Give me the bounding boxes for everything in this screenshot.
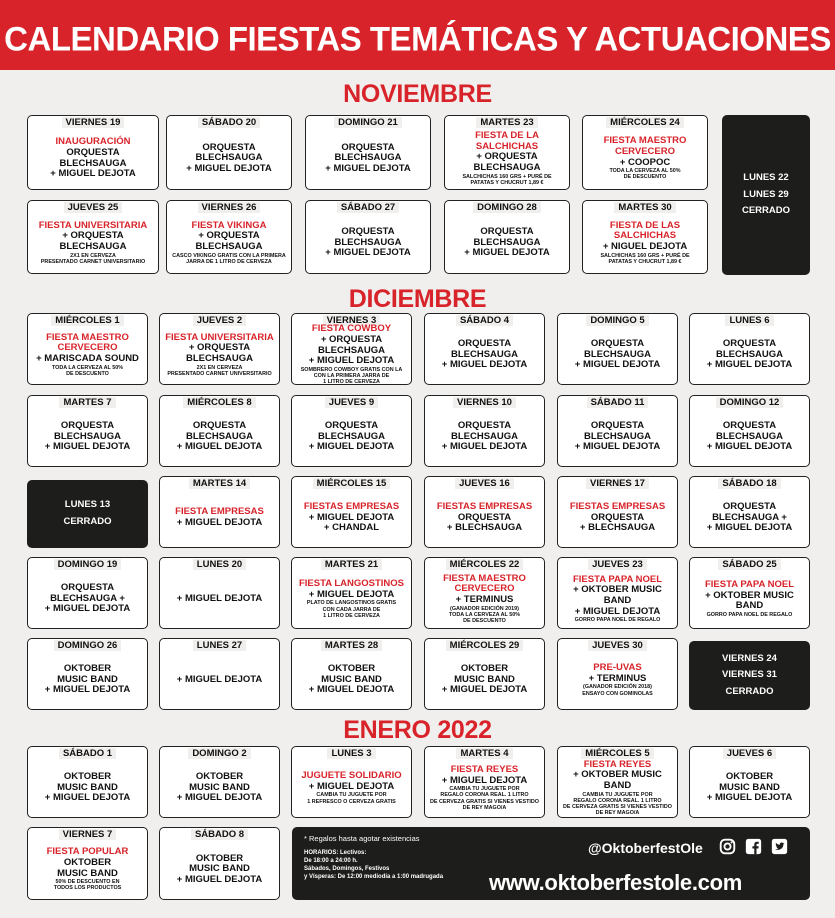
day-label: DOMINGO 21 (334, 117, 402, 128)
performer-line: + MIGUEL DEJOTA (464, 247, 550, 259)
day-card (291, 476, 412, 548)
performer-line: ORQUESTA (722, 501, 777, 513)
day-card (582, 115, 708, 190)
performer-line: BLECHSAUGA (195, 241, 263, 253)
closed-line: VIERNES 24 (722, 652, 777, 664)
day-card (689, 557, 810, 629)
closed-line: LUNES 13 (64, 499, 111, 511)
day-card (27, 746, 148, 818)
performer-line: + MIGUEL DEJOTA (441, 684, 528, 696)
day-card (166, 115, 292, 190)
promo-note: PRESENTADO CARNET UNIVERSITARIO (167, 370, 272, 377)
day-card (424, 313, 545, 385)
performer-line: ORQUESTA (202, 141, 256, 153)
performer-line: + MIGUEL DEJOTA (574, 359, 661, 371)
event-name: FIESTA PAPA NOEL (572, 573, 663, 585)
performer-line: ORQUESTA (722, 338, 777, 350)
closed-card (27, 480, 148, 548)
performer-line: + MIGUEL DEJOTA (325, 247, 411, 259)
day-card (159, 395, 280, 467)
performer-line: BLECHSAUGA (583, 348, 652, 360)
promo-note: DE DESCUENTO (623, 174, 667, 181)
performer-line: ORQUESTA (192, 420, 247, 432)
day-card (27, 395, 148, 467)
performer-line: + MIGUEL DEJOTA (574, 605, 661, 617)
closed-card (722, 115, 810, 275)
day-label: VIERNES 26 (198, 202, 261, 213)
performer-line: + OKTOBER MUSIC BAND (573, 584, 662, 606)
day-card (444, 115, 570, 190)
performer-line: + MIGUEL DEJOTA (308, 511, 395, 523)
day-card (27, 557, 148, 629)
closed-line: CERRADO (741, 205, 791, 217)
hours-line: Sábados, Domingos, Festivos (304, 866, 390, 873)
performer-line: + OKTOBER MUSIC BAND (705, 589, 794, 612)
day-label: MIÉRCOLES 22 (446, 559, 524, 570)
day-card (557, 746, 678, 818)
performer-line: + MIGUEL DEJOTA (50, 168, 136, 180)
promo-note: CAMBIA TU JUGUETE POR (449, 786, 520, 793)
performer-line: BLECHSAUGA (473, 236, 541, 248)
event-name: FIESTA DE LA (475, 130, 539, 142)
performer-line: MUSIC BAND (57, 781, 118, 793)
performer-line: OKTOBER (195, 771, 244, 783)
twitter-icon[interactable] (771, 838, 788, 855)
day-label: DOMINGO 28 (473, 202, 541, 213)
performer-line: BLECHSAUGA (53, 430, 122, 442)
day-card (166, 200, 292, 274)
day-card (27, 638, 148, 710)
day-label: MIÉRCOLES 1 (51, 315, 123, 326)
event-name: SALCHICHAS (475, 140, 539, 152)
promo-note: ENSAYO CON GOMINOLAS (582, 690, 653, 697)
event-name: JUGUETE SOLIDARIO (301, 770, 402, 782)
promo-note: CAMBIA TU JUGUETE POR (582, 791, 653, 798)
promo-note: PATATAS Y CHUCRUT 1,89 € (608, 258, 682, 265)
day-label: SÁBADO 4 (456, 315, 513, 326)
performer-line: ORQUESTA (457, 420, 512, 432)
performer-line: BLECHSAUGA + (50, 592, 125, 604)
performer-line: MUSIC BAND (321, 673, 382, 685)
day-card (689, 313, 810, 385)
performer-line: BLECHSAUGA + (712, 511, 787, 523)
performer-line: + MIGUEL DEJOTA (574, 441, 661, 453)
performer-line: MUSIC BAND (719, 781, 780, 793)
promo-note: REGALO CORONA REAL. 1 LITRO (573, 797, 662, 804)
event-name: FIESTA REYES (450, 763, 519, 775)
promo-note: DE CERVEZA GRATIS SI VIENES VESTIDO (430, 798, 539, 805)
day-label: SÁBADO 8 (191, 829, 248, 840)
day-label: MIÉRCOLES 8 (183, 397, 255, 408)
performer-line: OKTOBER (460, 663, 509, 675)
event-name: FIESTA PAPA NOEL (704, 578, 795, 590)
performer-line: OKTOBER (327, 663, 376, 675)
closed-line: LUNES 22 (743, 172, 789, 184)
day-label: DOMINGO 2 (188, 748, 250, 759)
day-label: VIERNES 19 (62, 117, 125, 128)
promo-note: TODA LA CERVEZA AL 50% (448, 611, 521, 618)
day-card (424, 638, 545, 710)
promo-note: GORRO PAPA NOEL DE REGALO (574, 617, 661, 624)
promo-note: 1 LITRO DE CERVEZA (323, 379, 380, 385)
event-name: FIESTA MAESTRO (443, 572, 526, 584)
promo-note: CON LA PRIMERA JARRA DE (313, 373, 390, 380)
day-card (159, 557, 280, 629)
performer-line: + MIGUEL DEJOTA (441, 441, 528, 453)
performer-line: MUSIC BAND (57, 867, 118, 879)
performer-line: BLECHSAUGA (450, 348, 519, 360)
performer-line: ORQUESTA (457, 511, 512, 523)
promo-note: TODOS LOS PRODUCTOS (53, 885, 122, 892)
promo-note: 1 LITRO DE CERVEZA (323, 612, 380, 619)
performer-line: + MIGUEL DEJOTA (176, 441, 263, 453)
promo-note: CAMBIA TU JUGUETE POR (316, 792, 387, 799)
day-label: MARTES 4 (456, 748, 512, 759)
performer-line: ORQUESTA (324, 420, 379, 432)
event-name: PRE-UVAS (593, 662, 642, 674)
performer-line: BLECHSAUGA (450, 430, 519, 442)
performer-line: + BLECHSAUGA (579, 522, 656, 534)
performer-line: ORQUESTA (590, 338, 645, 350)
day-label: DOMINGO 12 (716, 397, 784, 408)
performer-line: + MIGUEL DEJOTA (44, 441, 131, 453)
performer-line: + ORQUESTA BLECHSAUGA (317, 334, 386, 356)
event-name: FIESTA UNIVERSITARIA (165, 331, 274, 343)
performer-line: + COOPOC (619, 156, 671, 168)
day-card (305, 115, 431, 190)
day-label: JUEVES 9 (325, 397, 378, 408)
event-name: FIESTA REYES (583, 758, 652, 770)
day-label: VIERNES 17 (586, 478, 649, 489)
day-card (689, 746, 810, 818)
month-diciembre: DICIEMBRE (348, 285, 487, 313)
day-label: JUEVES 16 (455, 478, 514, 489)
performer-line: + MIGUEL DEJOTA (706, 441, 793, 453)
promo-note: DE REY MAGO/A (462, 804, 507, 811)
performer-line: BLECHSAUGA (185, 430, 254, 442)
day-label: JUEVES 6 (723, 748, 776, 759)
promo-note: TODA LA CERVEZA AL 50% (609, 168, 681, 175)
promo-note: SALCHICHAS 160 GRS + PURÉ DE (462, 173, 552, 180)
performer-line: BLECHSAUGA (59, 241, 127, 253)
performer-line: BLECHSAUGA (195, 152, 263, 164)
promo-note: DE DESCUENTO (463, 618, 506, 625)
performer-line: BLECHSAUGA (59, 157, 127, 169)
day-card (305, 200, 431, 274)
promo-note: REGALO CORONA REAL. 1 LITRO (440, 792, 529, 799)
promo-note: 50% DE DESCUENTO EN (55, 879, 120, 886)
performer-line: + MIGUEL DEJOTA (176, 792, 263, 804)
promo-note: TODA LA CERVEZA AL 50% (51, 364, 124, 371)
day-card (689, 476, 810, 548)
performer-line: + MIGUEL DEJOTA (706, 792, 793, 804)
footer-info (292, 827, 810, 900)
day-card (689, 395, 810, 467)
day-card (159, 827, 280, 900)
performer-line: OKTOBER (63, 856, 112, 868)
promo-note: SALCHICHAS 160 GRS + PURÉ DE (600, 252, 690, 259)
day-label: JUEVES 30 (588, 640, 647, 651)
performer-line: + OKTOBER MUSIC BAND (573, 769, 662, 791)
performer-line: + MIGUEL DEJOTA (441, 774, 528, 786)
day-label: MIÉRCOLES 5 (581, 748, 653, 759)
performer-line: + MIGUEL DEJOTA (706, 359, 793, 371)
day-card (291, 638, 412, 710)
performer-line: BLECHSAUGA (715, 430, 784, 442)
day-label: SÁBADO 11 (587, 397, 649, 408)
performer-line: + MIGUEL DEJOTA (325, 162, 411, 174)
hours-line: HORARIOS: Lectivos: (304, 850, 367, 856)
performer-line: + MIGUEL DEJOTA (441, 359, 528, 371)
performer-line: ORQUESTA (457, 338, 512, 350)
instagram-icon[interactable] (719, 838, 736, 855)
day-label: LUNES 20 (193, 559, 246, 570)
event-name: CERVECERO (454, 583, 515, 595)
footer-note: * Regalos hasta agotar existencias (304, 834, 420, 843)
performer-line: BLECHSAUGA (334, 236, 402, 248)
day-card (582, 200, 708, 274)
promo-note: PLATO DE LANGOSTINOS GRATIS (306, 600, 397, 607)
performer-line: BLECHSAUGA (334, 152, 402, 164)
day-card (557, 557, 678, 629)
performer-line: + NIGUEL DEJOTA (602, 241, 688, 253)
event-name: CERVECERO (614, 145, 675, 157)
performer-line: + MIGUEL DEJOTA (308, 441, 395, 453)
day-label: VIERNES 7 (59, 829, 117, 840)
closed-card (689, 641, 810, 710)
day-card (291, 313, 412, 385)
performer-line: ORQUESTA (66, 146, 120, 158)
day-card (444, 200, 570, 274)
event-name: FIESTA DE LAS (609, 219, 681, 231)
performer-line: + MIGUEL DEJOTA (308, 588, 395, 600)
performer-line: MUSIC BAND (189, 863, 250, 875)
performer-line: ORQUESTA (590, 511, 645, 523)
performer-line: + MIGUEL DEJOTA (186, 162, 272, 174)
hours-line: De 18:00 a 24:00 h. (304, 858, 358, 865)
promo-note: CASCO VIKINGO GRATIS CON LA PRIMERA (172, 252, 286, 259)
day-label: SÁBADO 25 (718, 559, 780, 570)
performer-line: ORQUESTA (480, 226, 534, 238)
month-enero: ENERO 2022 (343, 716, 492, 744)
promo-note: CON CADA JARRA DE (322, 606, 381, 613)
performer-line: + MIGUEL DEJOTA (176, 873, 263, 885)
performer-line: OKTOBER (63, 771, 112, 783)
performer-line: + MIGUEL DEJOTA (176, 517, 263, 528)
performer-line: + MIGUEL DEJOTA (176, 673, 263, 685)
day-card (424, 557, 545, 629)
day-label: MIÉRCOLES 29 (446, 640, 524, 651)
event-name: FIESTA COWBOY (311, 323, 392, 335)
performer-line: + ORQUESTA (198, 230, 260, 242)
event-name: FIESTA MAESTRO (46, 331, 129, 343)
day-card (291, 395, 412, 467)
day-card (557, 313, 678, 385)
closed-line: LUNES 29 (743, 188, 789, 200)
day-card (291, 557, 412, 629)
opening-hours (304, 849, 443, 881)
social-handle[interactable]: @OktoberfestOle (588, 840, 703, 856)
day-card (27, 200, 159, 274)
event-name: FIESTA LANGOSTINOS (298, 578, 405, 590)
performer-line: + ORQUESTA (188, 342, 251, 354)
event-name: FIESTA POPULAR (46, 846, 129, 858)
performer-line: + MIGUEL DEJOTA (176, 592, 263, 604)
day-label: MIÉRCOLES 15 (313, 478, 391, 489)
performer-line: + MIGUEL DEJOTA (44, 603, 131, 615)
day-label: MIÉRCOLES 24 (606, 117, 684, 128)
event-name: FIESTA VIKINGA (191, 219, 267, 231)
day-card (291, 746, 412, 818)
website-link[interactable]: www.oktoberfestole.com (489, 870, 742, 895)
day-card (27, 115, 159, 190)
performer-line: + ORQUESTA (476, 151, 538, 163)
performer-line: BLECHSAUGA (185, 353, 254, 365)
performer-line: + CHANDAL (323, 522, 380, 534)
day-label: LUNES 27 (193, 640, 246, 651)
hours-line: y Vísperas: De 12:00 mediodía a 1:00 madrugada (304, 874, 444, 881)
promo-note: GORRO PAPA NOEL DE REGALO (706, 611, 793, 618)
day-label: DOMINGO 19 (54, 559, 122, 570)
event-name: FIESTAS EMPRESAS (569, 501, 666, 513)
performer-line: + MIGUEL DEJOTA (706, 522, 793, 534)
performer-line: + TERMINUS (588, 672, 647, 684)
performer-line: + MIGUEL DEJOTA (44, 684, 131, 696)
promo-note: (GANADOR EDICIÓN 2019) (450, 605, 519, 612)
closed-line: CERRADO (725, 685, 774, 697)
performer-line: + MIGUEL DEJOTA (44, 792, 131, 804)
day-label: JUEVES 2 (193, 315, 246, 326)
day-label: JUEVES 23 (588, 559, 647, 570)
day-label: MARTES 28 (321, 640, 382, 651)
closed-line: CERRADO (63, 516, 112, 527)
promo-note: PRESENTADO CARNET UNIVERSITARIO (40, 258, 146, 265)
day-label: LUNES 3 (327, 748, 375, 759)
event-name: FIESTA UNIVERSITARIA (38, 219, 148, 231)
day-card (557, 476, 678, 548)
performer-line: ORQUESTA (341, 226, 395, 238)
performer-line: ORQUESTA (60, 582, 115, 594)
day-card (424, 395, 545, 467)
promo-note: 1 REFRESCO O CERVEZA GRATIS (307, 798, 396, 805)
day-label: VIERNES 10 (453, 397, 516, 408)
event-name: CERVECERO (57, 342, 118, 354)
promo-note: JARRA DE 1 LITRO DE CERVEZA (186, 258, 272, 265)
promo-note: 2X1 EN CERVEZA (70, 252, 116, 259)
event-name: FIESTA EMPRESAS (175, 506, 264, 518)
day-label: MARTES 23 (476, 117, 537, 128)
day-label: MARTES 21 (321, 559, 382, 570)
day-label: JUEVES 25 (64, 202, 123, 213)
day-label: MARTES 14 (189, 478, 250, 489)
day-card (557, 395, 678, 467)
performer-line: + MIGUEL DEJOTA (308, 780, 395, 792)
performer-line: ORQUESTA (60, 420, 115, 432)
performer-line: MUSIC BAND (454, 673, 515, 685)
day-label: DOMINGO 5 (586, 315, 648, 326)
performer-line: + MIGUEL DEJOTA (308, 355, 395, 367)
day-card (159, 638, 280, 710)
performer-line: OKTOBER (195, 852, 244, 864)
performer-line: MUSIC BAND (189, 781, 250, 793)
event-name: FIESTAS EMPRESAS (303, 501, 400, 513)
day-label: DOMINGO 26 (54, 640, 122, 651)
day-label: VIERNES 3 (323, 315, 381, 326)
event-name: SALCHICHAS (613, 230, 677, 242)
event-name: FIESTAS EMPRESAS (436, 501, 533, 513)
performer-line: ORQUESTA (341, 141, 395, 153)
promo-note: DE REY MAGO/A (595, 810, 640, 817)
day-card (424, 746, 545, 818)
performer-line: BLECHSAUGA (317, 430, 386, 442)
day-card (424, 476, 545, 548)
page-title: CALENDARIO FIESTAS TEMÁTICAS Y ACTUACIONES (4, 19, 831, 58)
performer-line: + TERMINUS (455, 594, 514, 605)
day-label: LUNES 6 (725, 315, 773, 326)
performer-line: BLECHSAUGA (473, 161, 541, 173)
day-card (159, 476, 280, 548)
performer-line: ORQUESTA (590, 420, 645, 432)
promo-note: PATATAS Y CHUCRUT 1,89 € (470, 179, 544, 186)
promo-note: SOMBRERO COWBOY GRATIS CON LA (300, 366, 403, 373)
performer-line: OKTOBER (725, 771, 774, 783)
performer-line: OKTOBER (63, 663, 112, 675)
day-label: SÁBADO 18 (718, 478, 780, 489)
performer-line: + ORQUESTA (62, 230, 124, 242)
day-card (159, 313, 280, 385)
day-card (27, 313, 148, 385)
promo-note: 2X1 EN CERVEZA (196, 364, 243, 371)
performer-line: ORQUESTA (722, 420, 777, 432)
performer-line: BLECHSAUGA (715, 348, 784, 360)
day-card (557, 638, 678, 710)
performer-line: + MARISCADA SOUND (36, 353, 139, 365)
day-label: MARTES 7 (59, 397, 115, 408)
performer-line: + MIGUEL DEJOTA (308, 684, 395, 696)
event-name: FIESTA MAESTRO (603, 135, 687, 147)
performer-line: BLECHSAUGA (583, 430, 652, 442)
month-noviembre: NOVIEMBRE (343, 80, 492, 108)
promo-note: DE CERVEZA GRATIS SI VIENES VESTIDO (563, 803, 672, 810)
event-name: INAUGURACIÓN (55, 136, 131, 148)
day-card (159, 746, 280, 818)
closed-line: VIERNES 31 (722, 669, 777, 681)
day-card (27, 827, 148, 900)
promo-note: (GANADOR EDICIÓN 2018) (583, 684, 652, 691)
day-label: SÁBADO 27 (337, 202, 399, 213)
day-label: SÁBADO 1 (59, 748, 116, 759)
day-label: SÁBADO 20 (198, 117, 260, 128)
day-label: MARTES 30 (614, 202, 675, 213)
performer-line: + BLECHSAUGA (446, 522, 523, 534)
facebook-icon[interactable] (745, 838, 762, 855)
promo-note: DE DESCUENTO (66, 370, 109, 377)
performer-line: MUSIC BAND (57, 673, 118, 685)
